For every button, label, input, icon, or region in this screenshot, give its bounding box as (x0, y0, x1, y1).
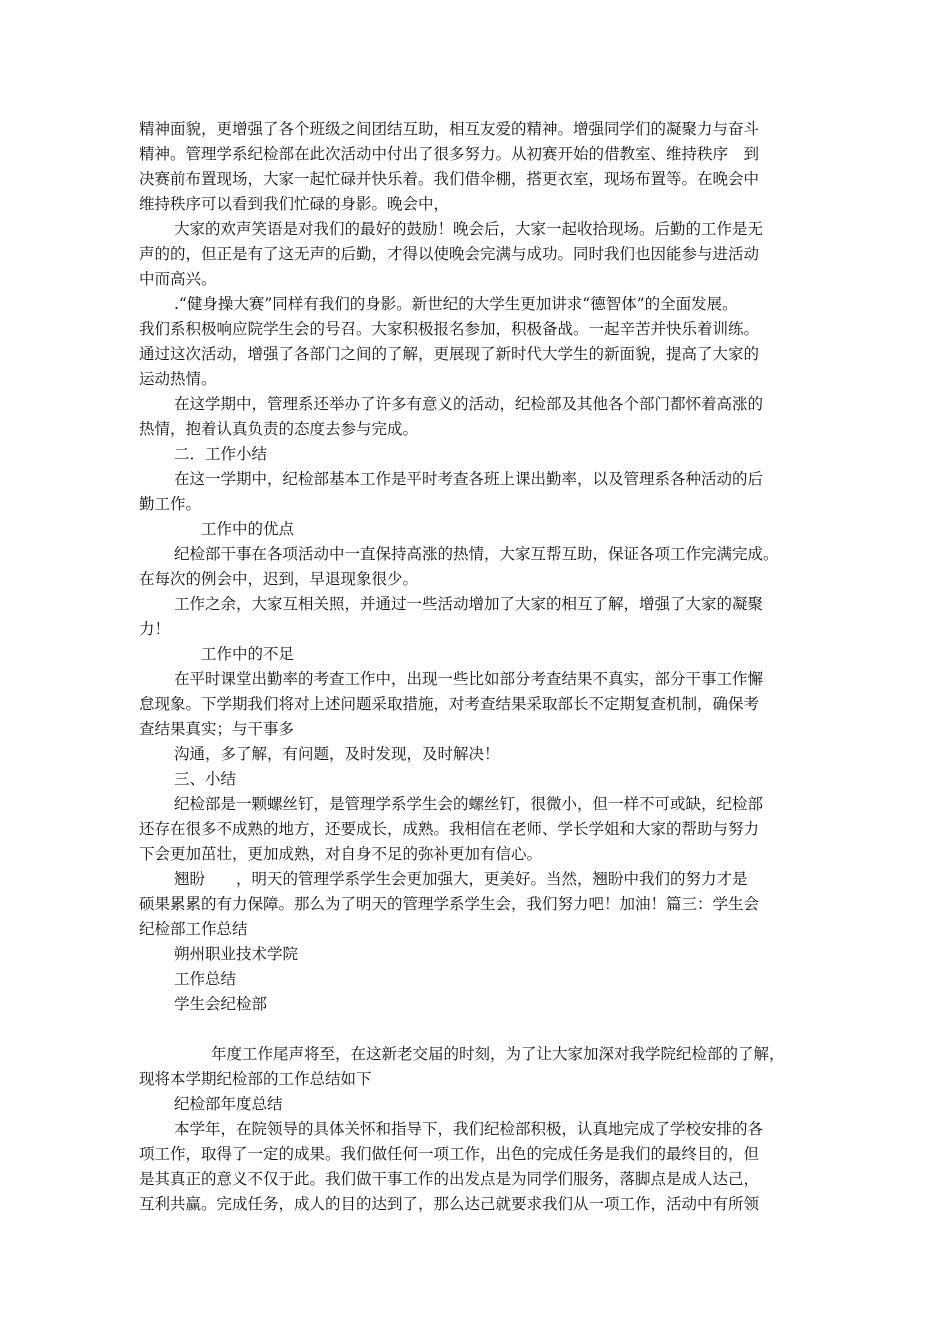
text-line: 在这一学期中，纪检部基本工作是平时考查各班上课出勤率，以及管理系各种活动的后 (174, 470, 764, 488)
text-line: 年度工作尾声将至，在这新老交届的时刻，为了让大家加深对我学院纪检部的了解， (211, 1045, 785, 1063)
text-line: 维持秩序可以看到我们忙碌的身影。晚会中， (139, 195, 450, 213)
text-line: 翘盼 ，明天的管理学系学生会更加强大，更美好。当然，翘盼中我们的努力才是 (174, 870, 748, 888)
text-line: 在每次的例会中，迟到，早退现象很少。 (139, 570, 419, 588)
text-line: 工作之余，大家互相关照，并通过一些活动增加了大家的相互了解，增强了大家的凝聚 (174, 595, 764, 613)
text-line: 精神面貌，更增强了各个班级之间团结互助，相互友爱的精神。增强同学们的凝聚力与奋斗 (139, 120, 760, 138)
text-line: 中而高兴。 (139, 270, 217, 288)
section-heading: 三、小结 (174, 770, 237, 788)
section-heading: 纪检部年度总结 (174, 1095, 283, 1113)
text-line: 勤工作。 (139, 495, 202, 513)
text-line: 大家的欢声笑语是对我们的最好的鼓励！晚会后，大家一起收拾现场。后勤的工作是无 (174, 220, 764, 238)
text-line: 项工作，取得了一定的成果。我们做任何一项工作，出色的完成任务是我们的最终目的，但 (139, 1145, 760, 1163)
text-line: 决赛前布置现场，大家一起忙碌并快乐着。我们借伞棚，搭更衣室，现场布置等。在晚会中 (139, 170, 760, 188)
text-line: 力！ (139, 620, 171, 638)
text-line: .“健身操大赛”同样有我们的身影。新世纪的大学生更加讲求“德智体”的全面发展。 (174, 295, 738, 313)
text-line: 声的的，但正是有了这无声的后勤，才得以使晚会完满与成功。同时我们也因能参与进活动 (139, 245, 760, 263)
text-line: 下会更加茁壮，更加成熟，对自身不足的弥补更加有信心。 (139, 845, 543, 863)
text-line: 我们系积极响应院学生会的号召。大家积极报名参加，积极备战。一起辛苦并快乐着训练。 (139, 320, 760, 338)
text-line: 运动热情。 (139, 370, 217, 388)
text-line: 现将本学期纪检部的工作总结如下 (139, 1070, 372, 1088)
text-line: 纪检部工作总结 (139, 920, 248, 938)
subsection-heading: 工作中的优点 (201, 520, 295, 538)
text-line: 是其真正的意义不仅于此。我们做干事工作的出发点是为同学们服务，落脚点是成人达己， (139, 1170, 760, 1188)
institution-name: 朔州职业技术学院 (174, 945, 299, 963)
document-title: 工作总结 (174, 970, 237, 988)
section-heading: 二．工作小结 (174, 445, 268, 463)
text-line: 硕果累累的有力保障。那么为了明天的管理学系学生会，我们努力吧！加油！篇三：学生会 (139, 895, 760, 913)
subsection-heading: 工作中的不足 (201, 645, 295, 663)
text-line: 纪检部干事在各项活动中一直保持高涨的热情，大家互帮互助，保证各项工作完满完成。 (174, 545, 779, 563)
text-line: 沟通，多了解，有问题，及时发现，及时解决！ (174, 745, 500, 763)
text-line: 互利共赢。完成任务，成人的目的达到了，那么达己就要求我们从一项工作，活动中有所领 (139, 1195, 760, 1213)
text-line: 本学年，在院领导的具体关怀和指导下，我们纪检部积极，认真地完成了学校安排的各 (174, 1120, 764, 1138)
text-line: 纪检部是一颗螺丝钉，是管理学系学生会的螺丝钉，很微小，但一样不可或缺，纪检部 (174, 795, 764, 813)
text-line: 查结果真实；与干事多 (139, 720, 295, 738)
text-line: 精神。管理学系纪检部在此次活动中付出了很多努力。从初赛开始的借教室、维持秩序 到 (139, 145, 760, 163)
text-line: 在这学期中，管理系还举办了许多有意义的活动，纪检部及其他各个部门都怀着高涨的 (174, 395, 764, 413)
department-name: 学生会纪检部 (174, 995, 268, 1013)
text-line: 在平时课堂出勤率的考查工作中，出现一些比如部分考查结果不真实，部分干事工作懈 (174, 670, 764, 688)
text-line: 怠现象。下学期我们将对上述问题采取措施，对考查结果采取部长不定期复查机制，确保考 (139, 695, 760, 713)
text-line: 热情，抱着认真负责的态度去参与完成。 (139, 420, 419, 438)
text-line: 通过这次活动，增强了各部门之间的了解，更展现了新时代大学生的新面貌，提高了大家的 (139, 345, 760, 363)
text-line: 还存在很多不成熟的地方，还要成长，成熟。我相信在老师、学长学姐和大家的帮助与努力 (139, 820, 760, 838)
